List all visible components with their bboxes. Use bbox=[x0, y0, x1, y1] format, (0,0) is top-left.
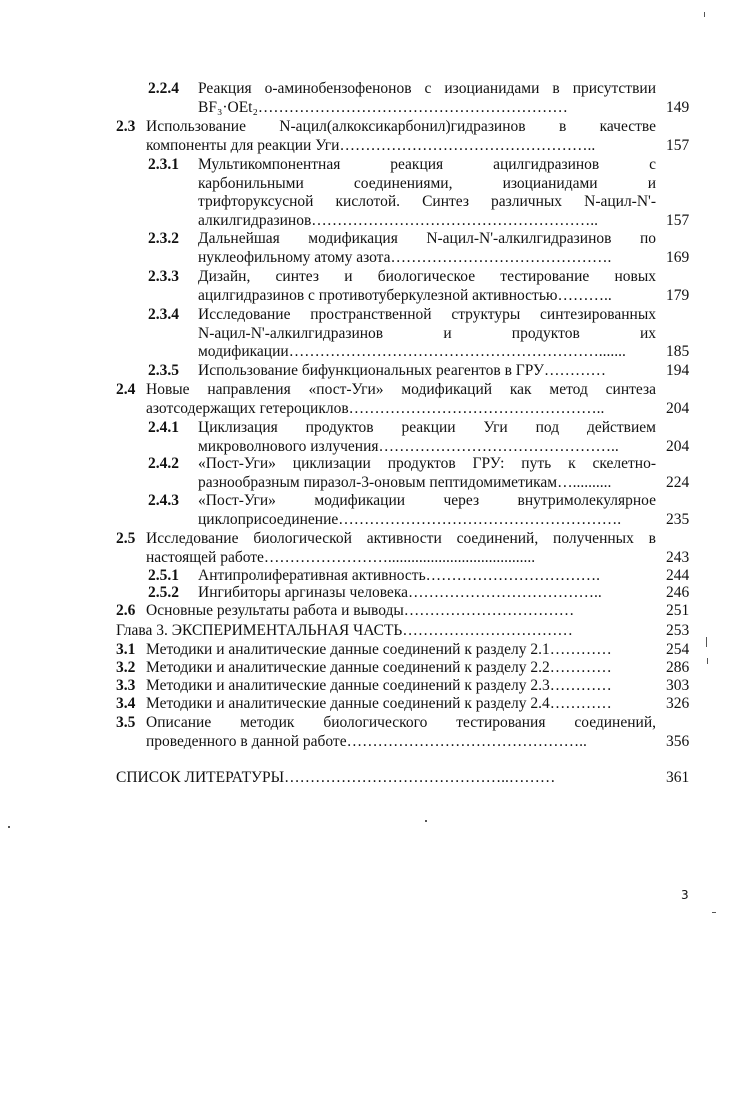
toc-entry-title bbox=[198, 268, 656, 305]
toc-entry bbox=[0, 602, 733, 621]
toc-entry-line: Новые направления «пост-Уги» модификаций как метод синтеза bbox=[146, 381, 656, 398]
toc-entry-page: 254 bbox=[666, 641, 690, 658]
toc-entry-line: Методики и аналитические данные соединений к разделу 2.3………… bbox=[146, 677, 612, 694]
toc-entry-title bbox=[198, 362, 656, 381]
toc-entry-page: 224 bbox=[666, 473, 690, 491]
toc-entry-line: компоненты для реакции Уги………………………………………….. bbox=[146, 136, 596, 154]
toc-entry-number: 2.4 bbox=[116, 381, 136, 398]
toc-entry-line: СПИСОК ЛИТЕРАТУРЫ……………………………………..……… bbox=[116, 769, 556, 786]
toc-entry-line: настоящей работе……………………...................................... bbox=[146, 548, 536, 566]
toc-entry bbox=[0, 419, 733, 456]
toc-entry-line: азотсодержащих гетероциклов………………………………………….. bbox=[146, 399, 605, 417]
toc-entry-page: 251 bbox=[666, 602, 690, 619]
toc-entry-line: BF₃·OEt₂…………………………………………………… bbox=[198, 98, 568, 116]
toc-entry-page: 185 bbox=[666, 343, 690, 361]
toc-entry-title bbox=[198, 419, 656, 456]
toc-entry-title bbox=[146, 714, 656, 751]
toc-entry-page: 235 bbox=[666, 510, 690, 528]
toc-entry bbox=[0, 622, 733, 641]
toc-entry-line: Дизайн, синтез и биологическое тестирование новых bbox=[198, 268, 656, 285]
toc-entry-page: 157 bbox=[666, 136, 690, 154]
toc-entry bbox=[0, 584, 733, 603]
toc-entry bbox=[0, 492, 733, 529]
toc-entry bbox=[0, 641, 733, 660]
toc-entry-line: карбонильными соединениями, изоцианидами и bbox=[198, 174, 656, 192]
toc-entry-number: 2.3 bbox=[116, 118, 136, 135]
toc-entry-number: 3.4 bbox=[116, 695, 136, 712]
toc-entry bbox=[0, 268, 733, 305]
toc-entry-line: N-ацил-N'-алкилгидразинов и продуктов их bbox=[198, 324, 656, 342]
toc-entry bbox=[0, 362, 733, 381]
toc-entry bbox=[0, 118, 733, 155]
toc-entry-page: 169 bbox=[666, 248, 690, 266]
toc-entry-number: 2.3.3 bbox=[148, 268, 179, 285]
toc-entry-number: 2.4.2 bbox=[148, 455, 179, 472]
toc-entry-number: 3.1 bbox=[116, 641, 136, 658]
toc-entry-line: Мультикомпонентная реакция ацилгидразинов с bbox=[198, 156, 656, 173]
toc-entry-page: 204 bbox=[666, 437, 690, 455]
toc-entry-title bbox=[198, 230, 656, 267]
toc-entry-title bbox=[198, 156, 656, 230]
toc-entry-title bbox=[146, 659, 656, 678]
toc-entry bbox=[0, 677, 733, 696]
toc-entry-page: 356 bbox=[666, 732, 690, 750]
toc-entry-title bbox=[198, 567, 656, 586]
toc-entry-line: Методики и аналитические данные соединений к разделу 2.2………… bbox=[146, 659, 612, 676]
toc-entry-line: Циклизация продуктов реакции Уги под действием bbox=[198, 419, 656, 436]
toc-entry-title bbox=[198, 455, 656, 492]
toc-entry-line: Описание методик биологического тестирования соединений, bbox=[146, 714, 656, 731]
toc-entry bbox=[0, 530, 733, 567]
toc-entry-number: 2.5 bbox=[116, 530, 136, 547]
scan-speck bbox=[712, 912, 716, 913]
toc-entry-page: 361 bbox=[666, 769, 690, 786]
toc-entry-number: 2.2.4 bbox=[148, 80, 179, 97]
toc-entry-page: 243 bbox=[666, 548, 690, 566]
toc-entry bbox=[0, 230, 733, 267]
toc-entry-title bbox=[146, 381, 656, 418]
toc-entry-number: 2.3.5 bbox=[148, 362, 179, 379]
toc-entry-page: 253 bbox=[666, 622, 690, 639]
toc-entry-line: ацилгидразинов с противотуберкулезной активностью……….. bbox=[198, 286, 612, 304]
toc-entry bbox=[0, 695, 733, 714]
scan-speck bbox=[706, 637, 707, 647]
page-number: 3 bbox=[681, 888, 689, 902]
toc-entry-number: 2.3.1 bbox=[148, 156, 179, 173]
toc-entry-number: 3.3 bbox=[116, 677, 136, 694]
toc-entry-page: 204 bbox=[666, 399, 690, 417]
toc-entry-line: Ингибиторы аргиназы человека……………………………….. bbox=[198, 584, 602, 601]
toc-entry bbox=[0, 381, 733, 418]
toc-entry-line: Исследование пространственной структуры синтезированных bbox=[198, 306, 656, 323]
toc-entry-page: 157 bbox=[666, 211, 690, 229]
toc-entry-line: трифторуксусной кислотой. Синтез различных N-ацил-N'- bbox=[198, 193, 656, 211]
toc-entry-line: Методики и аналитические данные соединений к разделу 2.1………… bbox=[146, 641, 612, 658]
toc-entry-title bbox=[198, 80, 656, 117]
toc-entry-line: алкилгидразинов……………………………………………….. bbox=[198, 211, 599, 229]
toc-entry-title bbox=[146, 695, 656, 714]
toc-entry-number: 2.4.3 bbox=[148, 492, 179, 509]
toc-entry-page: 149 bbox=[666, 98, 690, 116]
toc-entry-line: Глава 3. ЭКСПЕРИМЕНТАЛЬНАЯ ЧАСТЬ…………………………… bbox=[116, 622, 573, 639]
toc-entry-line: Исследование биологической активности соединений, полученных в bbox=[146, 530, 656, 547]
scan-speck bbox=[425, 820, 427, 822]
toc-entry-title bbox=[198, 492, 656, 529]
toc-entry bbox=[0, 714, 733, 751]
toc-entry-line: циклоприсоединение………………………………………………. bbox=[198, 510, 622, 528]
toc-entry-line: проведенного в данной работе……………………………………….. bbox=[146, 732, 587, 750]
toc-entry-title bbox=[146, 118, 656, 155]
toc-entry-title bbox=[146, 530, 656, 567]
toc-entry-line: Использование бифункциональных реагентов в ГРУ………… bbox=[198, 362, 606, 379]
toc-entry-title bbox=[146, 677, 656, 696]
toc-entry-line: нуклеофильному атому азота……………………………………. bbox=[198, 248, 612, 266]
toc-entry-line: Дальнейшая модификация N-ацил-N'-алкилгидразинов по bbox=[198, 230, 656, 247]
toc-entry-page: 303 bbox=[666, 677, 690, 694]
toc-entry-title bbox=[116, 769, 656, 788]
toc-entry bbox=[0, 455, 733, 492]
toc-entry-line: Использование N-ацил(алкоксикарбонил)гидразинов в качестве bbox=[146, 118, 656, 135]
toc-entry-page: 326 bbox=[666, 695, 690, 712]
toc-entry-page: 179 bbox=[666, 286, 690, 304]
toc-entry-line: разнообразным пиразол-3-оновым пептидомиметикам….......... bbox=[198, 473, 612, 491]
toc-entry-number: 3.2 bbox=[116, 659, 136, 676]
toc-entry-page: 244 bbox=[666, 567, 690, 584]
toc-entry-title bbox=[198, 306, 656, 362]
toc-entry-line: модификации……………………………………………………....... bbox=[198, 343, 626, 361]
toc-entry bbox=[0, 156, 733, 230]
toc-entry-title bbox=[198, 584, 656, 603]
toc-entry bbox=[0, 659, 733, 678]
toc-entry bbox=[0, 306, 733, 362]
toc-entry-title bbox=[146, 641, 656, 660]
toc-entry-number: 2.3.4 bbox=[148, 306, 179, 323]
toc-entry-number: 2.5.2 bbox=[148, 584, 179, 601]
toc-entry-line: Основные результаты работа и выводы…………………………… bbox=[146, 602, 575, 619]
scan-speck bbox=[8, 826, 10, 828]
toc-entry-number: 2.6 bbox=[116, 602, 136, 619]
toc-entry-number: 2.4.1 bbox=[148, 419, 179, 436]
scan-speck bbox=[707, 658, 708, 664]
toc-entry-number: 2.5.1 bbox=[148, 567, 179, 584]
toc-entry-title bbox=[146, 602, 656, 621]
toc-entry-title bbox=[116, 622, 656, 641]
toc-entry-line: «Пост-Уги» модификации через внутримолекулярное bbox=[198, 492, 656, 509]
toc-entry-number: 3.5 bbox=[116, 714, 136, 731]
toc-entry-page: 194 bbox=[666, 362, 690, 379]
scan-speck bbox=[704, 12, 705, 17]
toc-entry-line: Методики и аналитические данные соединений к разделу 2.4………… bbox=[146, 695, 612, 712]
toc-entry-page: 286 bbox=[666, 659, 690, 676]
toc-entry-line: микроволнового излучения……………………………………….. bbox=[198, 437, 619, 455]
toc-entry bbox=[0, 769, 733, 788]
toc-entry-line: Антипролиферативная активность……………………………. bbox=[198, 567, 601, 584]
toc-entry bbox=[0, 80, 733, 117]
toc-entry-number: 2.3.2 bbox=[148, 230, 179, 247]
toc-entry bbox=[0, 567, 733, 586]
toc-entry-line: Реакция о-аминобензофенонов с изоцианидами в присутствии bbox=[198, 80, 656, 97]
toc-entry-page: 246 bbox=[666, 584, 690, 601]
toc-entry-line: «Пост-Уги» циклизации продуктов ГРУ: путь к скелетно- bbox=[198, 455, 656, 472]
